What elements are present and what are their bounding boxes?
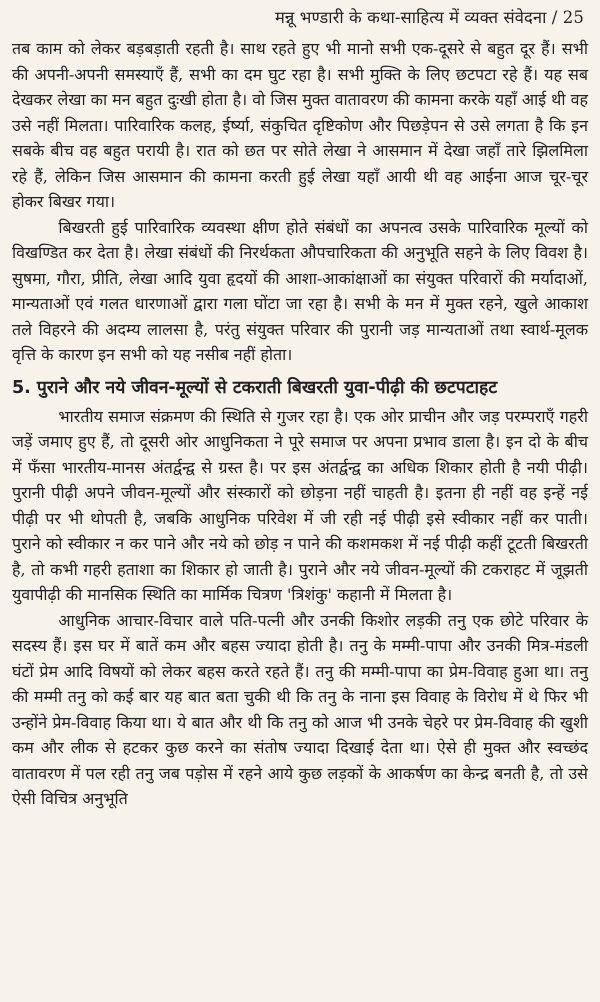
paragraph-1: तब काम को लेकर बड़बड़ाती रहती है। साथ रहते हुए भी मानो सभी एक-दूसरे से बहुत दूर हैं। सभी की अपनी-अपनी समस्याएँ हैं, सभी का दम घुट रहा है। सभी मुक्ति के लिए छटपटा रहे हैं। यह सब देखकर लेखा का मन बहुत दुःखी होता है। वो जिस मुक्त वातावरण की कामना करके यहाँ आई थी वह उसे नहीं मिलता। पारिवारिक कलह, ईर्ष्या, संकुचित दृष्टिकोण और पिछड़ेपन से उसे लगता है कि इन सबके बीच वह बहुत परायी है। रात को छत पर सोते लेखा ने आसमान में देखा जहाँ तारे झिलमिला रहे हैं, लेकिन जिस आसमान की कामना करती हुई लेखा यहाँ आयी थी वह आईना आज चूर-चूर होकर बिखर गया। (12, 39, 589, 211)
paragraph-4: आधुनिक आचार-विचार वाले पति-पत्नी और उनकी किशोर लड़की तनु एक छोटे परिवार के सदस्य हैं। इस घर में बातें कम और बहस ज्यादा होती है। तनु के मम्मी-पापा और उनकी मित्र-मंडली घंटों प्रेम आदि विषयों को लेकर बहस करते रहते हैं। तनु की मम्मी-पापा का प्रेम-विवाह हुआ था। तनु की मम्मी तनु को कई बार यह बात बता चुकी थी कि तनु के नाना इस विवाह के विरोध में थे फिर भी उन्होंने प्रेम-विवाह किया था। ये बात और थी कि तनु को आज भी उनके चेहरे पर प्रेम-विवाह की खुशी कम और लीक से हटकर कुछ करने का संतोष ज्यादा दिखाई देता था। ऐसे ही मुक्त और स्वच्छंद वातावरण में पल रही तनु जब पड़ोस में रहने आये कुछ लड़कों के आकर्षण का केन्द्र बनती है, तो उसे ऐसी विचित्र अनुभूति (12, 610, 588, 808)
section-heading: 5. पुराने और नये जीवन-मूल्यों से टकराती बिखरती युवा-पीढ़ी की छटपटाहट (12, 377, 498, 398)
paragraph-3: भारतीय समाज संक्रमण की स्थिति से गुजर रहा है। एक ओर प्राचीन और जड़ परम्पराएँ गहरी जड़ें जमाए हुए हैं, तो दूसरी ओर आधुनिकता ने पूरे समाज पर अपना प्रभाव डाला है। इन दो के बीच में फँसा भारतीय-मानस अंतर्द्वन्द्व से ग्रस्त है। पर इस अंतर्द्वन्द्व का अधिक शिकार होती है नयी पीढ़ी। पुरानी पीढ़ी अपने जीवन-मूल्यों और संस्कारों को छोड़ना नहीं चाहती है। इतना ही नहीं वह इन्हें नई पीढ़ी पर भी थोपती है, जबकि आधुनिक परिवेश में जी रही नई पीढ़ी इसे स्वीकार नहीं कर पाती। पुराने को स्वीकार न कर पाने और नये को छोड़ न पाने की कशमकश में नई पीढ़ी कहीं टूटती बिखरती है, तो कभी गहरी हताशा का शिकार हो जाती है। पुराने और नये जीवन-मूल्यों की टकराहट में जूझती युवापीढ़ी की मानसिक स्थिति का मार्मिक चित्रण 'त्रिशंकु' कहानी में मिलता है। (12, 406, 588, 604)
running-header: मन्नू भण्डारी के कथा-साहित्य में व्यक्त संवेदना / 25 (274, 8, 584, 27)
paragraph-2: बिखरती हुई पारिवारिक व्यवस्था क्षीण होते संबंधों का अपनत्व उसके पारिवारिक मूल्यों को विखण्डित कर देता है। लेखा संबंधों की निरर्थकता औपचारिकता की अनुभूति सहने के लिए विवश है। सुषमा, गौरा, प्रीति, लेखा आदि युवा हृदयों की आशा-आकांक्षाओं का संयुक्त परिवारों की मर्यादाओं, मान्यताओं एवं गलत धारणाओं द्वारा गला घोंटा जा रहा है। सभी के मन में मुक्त रहने, खुले आकाश तले विहरने की अदम्य लालसा है, परंतु संयुक्त परिवार की पुरानी जड़ मान्यताओं तथा स्वार्थ-मूलक वृत्ति के कारण इन सभी को यह नसीब नहीं होता। (12, 217, 588, 364)
